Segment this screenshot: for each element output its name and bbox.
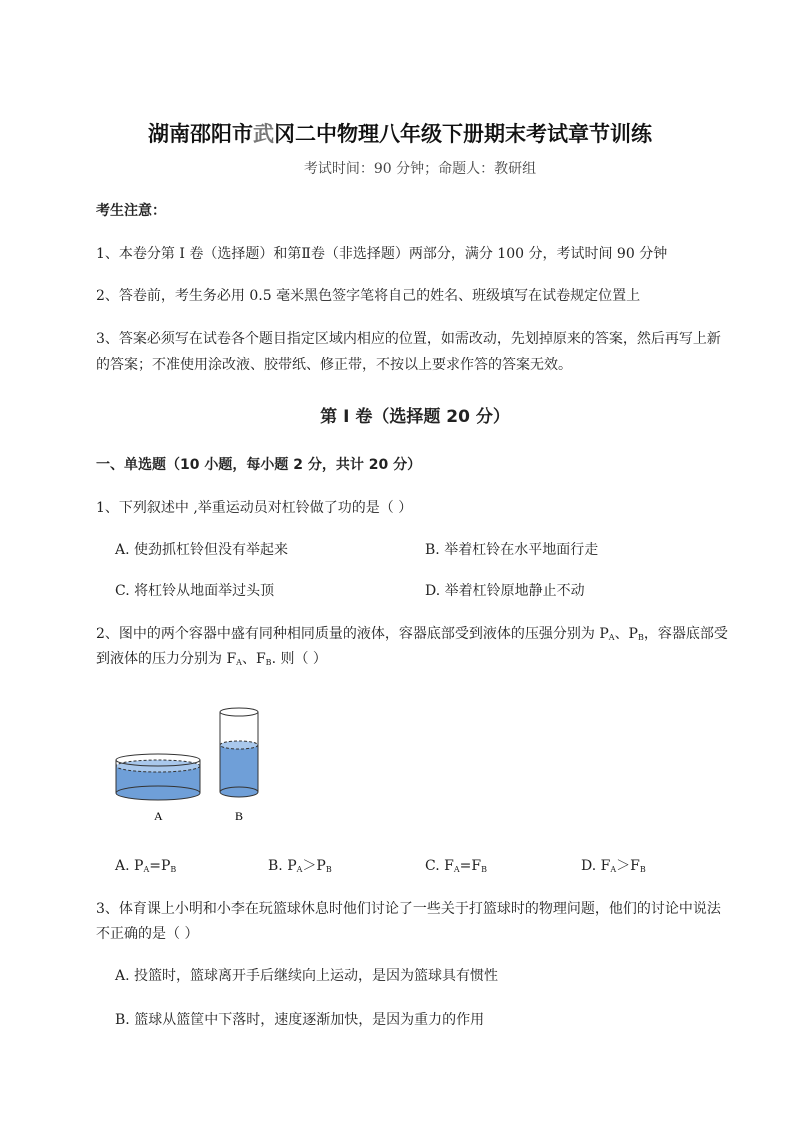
question-1-stem: 1、下列叙述中 ,举重运动员对杠铃做了功的是（ ） bbox=[96, 500, 413, 516]
exam-subtitle: 考试时间：90 分钟；命题人：教研组 bbox=[303, 161, 537, 177]
container-b-label: B bbox=[235, 809, 244, 823]
question-1-option-c: C. 将杠铃从地面举过头顶 bbox=[115, 583, 275, 599]
question-3-stem-line1: 3、体育课上小明和小李在玩篮球休息时他们讨论了一些关于打篮球时的物理问题，他们的讨论中说法 bbox=[96, 901, 721, 917]
container-a-label: A bbox=[154, 809, 163, 823]
question-2-option-a: A. $P_A=P_B$ bbox=[115, 858, 177, 874]
notice-heading: 考生注意： bbox=[96, 203, 166, 219]
containers-figure bbox=[100, 700, 280, 830]
notice-item-3: 3、答案必须写在试卷各个题目指定区域内相应的位置，如需改动，先划掉原来的答案，然后再写上新 bbox=[96, 331, 721, 347]
section-title: 第 I 卷（选择题 20 分） bbox=[320, 407, 510, 427]
question-1-option-b: B. 举着杠铃在水平地面行走 bbox=[425, 542, 599, 558]
notice-item-2: 2、答卷前，考生务必用 0.5 毫米黑色签字笔将自己的姓名、班级填写在试卷规定位置上 bbox=[96, 288, 641, 304]
question-2-stem-line2: 到液体的压力分别为 $F_A$、$F_B$. 则（ ） bbox=[96, 651, 327, 667]
question-1-option-d: D. 举着杠铃原地静止不动 bbox=[425, 583, 585, 599]
question-2-stem-line1: 2、图中的两个容器中盛有同种相同质量的液体，容器底部受到液体的压强分别为 $P_A$、$P_B$，容器底部受 bbox=[96, 626, 728, 642]
notice-item-3-cont: 的答案；不准使用涂改液、胶带纸、修正带，不按以上要求作答的答案无效。 bbox=[96, 357, 572, 373]
page-title: 湖南邵阳市武冈二中物理八年级下册期末考试章节训练 bbox=[148, 122, 652, 146]
container-b bbox=[220, 708, 258, 797]
part-heading: 一、单选题（10 小题，每小题 2 分，共计 20 分） bbox=[96, 457, 422, 473]
container-a bbox=[116, 754, 200, 800]
question-3-option-a: A. 投篮时，篮球离开手后继续向上运动，是因为篮球具有惯性 bbox=[115, 968, 499, 984]
notice-item-1: 1、本卷分第 I 卷（选择题）和第Ⅱ卷（非选择题）两部分，满分 100 分，考试时间 90 分钟 bbox=[96, 246, 668, 262]
question-3-option-b: B. 篮球从篮筐中下落时，速度逐渐加快，是因为重力的作用 bbox=[115, 1012, 485, 1028]
question-3-stem-line2: 不正确的是（ ） bbox=[96, 926, 199, 942]
question-2-option-d: D. $F_A>F_B$ bbox=[581, 858, 646, 874]
question-1-option-a: A. 使劲抓杠铃但没有举起来 bbox=[115, 542, 289, 558]
question-2-option-b: B. $P_A>P_B$ bbox=[268, 858, 332, 874]
question-2-option-c: C. $F_A=F_B$ bbox=[425, 858, 487, 874]
